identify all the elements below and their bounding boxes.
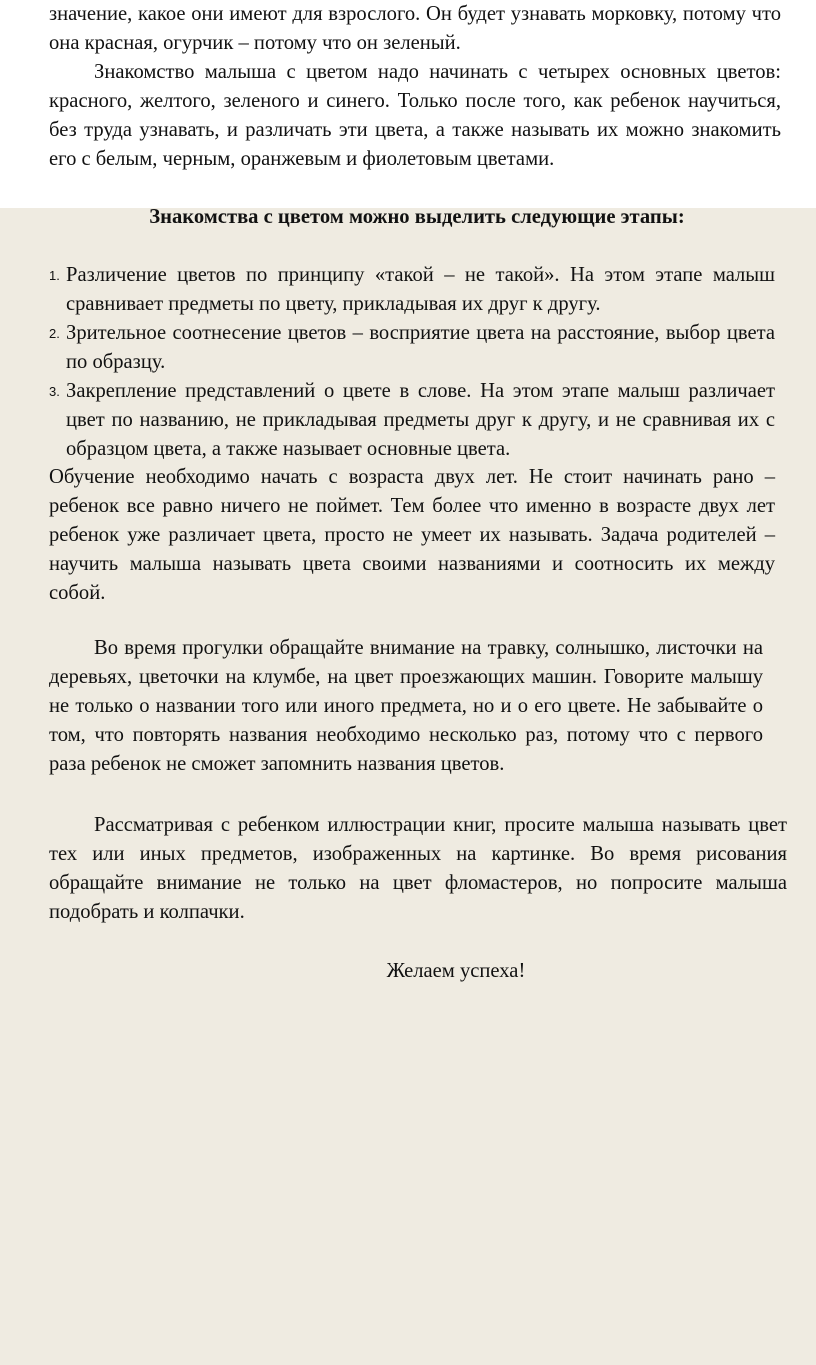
stages-list (49, 261, 775, 464)
intro-paragraph-1: значение, какое они имеют для взрослого. Он будет узнавать морковку, потому что она красная, огурчик – потому что он зеленый. (49, 3, 781, 54)
stages-heading: Знакомства с цветом можно выделить следующие этапы: (149, 206, 685, 228)
stage-number: 3. (49, 384, 60, 399)
intro-text (49, 0, 781, 174)
stage-number: 2. (49, 326, 60, 341)
stage-text: Различение цветов по принципу «такой – не такой». На этом этапе малыш сравнивает предметы по цвету, прикладывая их друг к другу. (66, 264, 775, 315)
stage-text: Закрепление представлений о цвете в слове. На этом этапе малыш различает цвет по названию, не прикладывая предметы друг к другу, и не сравнивая их с образцом цвета, а также называет основные цвета. (66, 380, 775, 460)
stage-number: 1. (49, 268, 60, 283)
walk-paragraph: Во время прогулки обращайте внимание на травку, солнышко, листочки на деревьях, цветочки на клумбе, на цвет проезжающих машин. Говорите малышу не только о названии того или иного предмета, но и о его цвете. Не забывайте о том, что повторять названия необходимо несколько раз, потому что с первого раза ребенок не сможет запомнить названия цветов. (49, 637, 763, 775)
books-paragraph: Рассматривая с ребенком иллюстрации книг, просите малыша называть цвет тех или иных предметов, изображенных на картинке. Во время рисования обращайте внимание не только на цвет фломастеров, но попросите малыша подобрать и колпачки. (49, 814, 787, 923)
stage-item-1 (49, 261, 775, 319)
learning-paragraph: Обучение необходимо начать с возраста двух лет. Не стоит начинать рано – ребенок все равно ничего не поймет. Тем более что именно в возрасте двух лет ребенок уже различает цвета, просто не умеет их называть. Задача родителей – научить малыша называть цвета своими названиями и соотносить их между собой. (49, 466, 775, 604)
top-white-section (0, 0, 816, 208)
stage-text: Зрительное соотнесение цветов – восприятие цвета на расстояние, выбор цвета по образцу. (66, 322, 775, 373)
stage-item-3 (49, 377, 775, 464)
stage-item-2 (49, 319, 775, 377)
closing-wish: Желаем успеха! (386, 960, 526, 982)
intro-paragraph-2: Знакомство малыша с цветом надо начинать с четырех основных цветов: красного, желтого, зеленого и синего. Только после того, как ребенок научиться, без труда узнавать, и различать эти цвета, а также называть их можно знакомить его с белым, черным, оранжевым и фиолетовым цветами. (49, 61, 781, 170)
